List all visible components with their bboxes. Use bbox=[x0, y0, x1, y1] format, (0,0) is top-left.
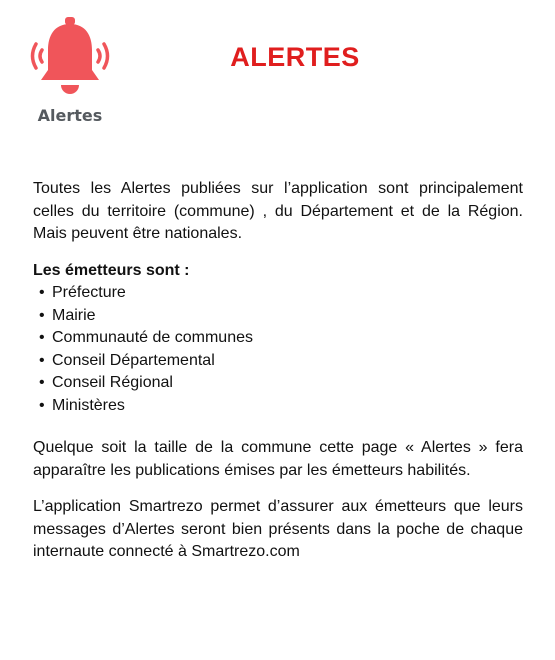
paragraph-2: Quelque soit la taille de la commune cette page « Alertes » fera apparaître les publications émises par les émetteurs habilités. bbox=[33, 439, 523, 479]
list-item: • Préfecture bbox=[39, 284, 126, 301]
content bbox=[33, 178, 523, 564]
list-item: • Ministères bbox=[39, 396, 125, 414]
alertes-logo bbox=[22, 14, 118, 126]
bell-icon bbox=[26, 14, 114, 104]
emitters-list bbox=[33, 282, 523, 417]
list-item: • Conseil Départemental bbox=[39, 351, 215, 369]
intro-paragraph: Toutes les Alertes publiées sur l’application sont principalement celles du territoire (commune) , du Département et de la Région. Mais peuvent être nationales. bbox=[33, 180, 523, 242]
page-title: ALERTES bbox=[230, 42, 360, 72]
list-item: • Communauté de communes bbox=[39, 329, 253, 346]
list-item: • Mairie bbox=[39, 306, 96, 324]
list-item: • Conseil Régional bbox=[39, 374, 173, 391]
emitters-heading: Les émetteurs sont : bbox=[33, 261, 190, 279]
logo-label: Alertes bbox=[37, 106, 103, 125]
paragraph-3: L’application Smartrezo permet d’assurer aux émetteurs que leurs messages d’Alertes seront bien présents dans la poche de chaque internaute connecté à Smartrezo.com bbox=[33, 498, 523, 560]
